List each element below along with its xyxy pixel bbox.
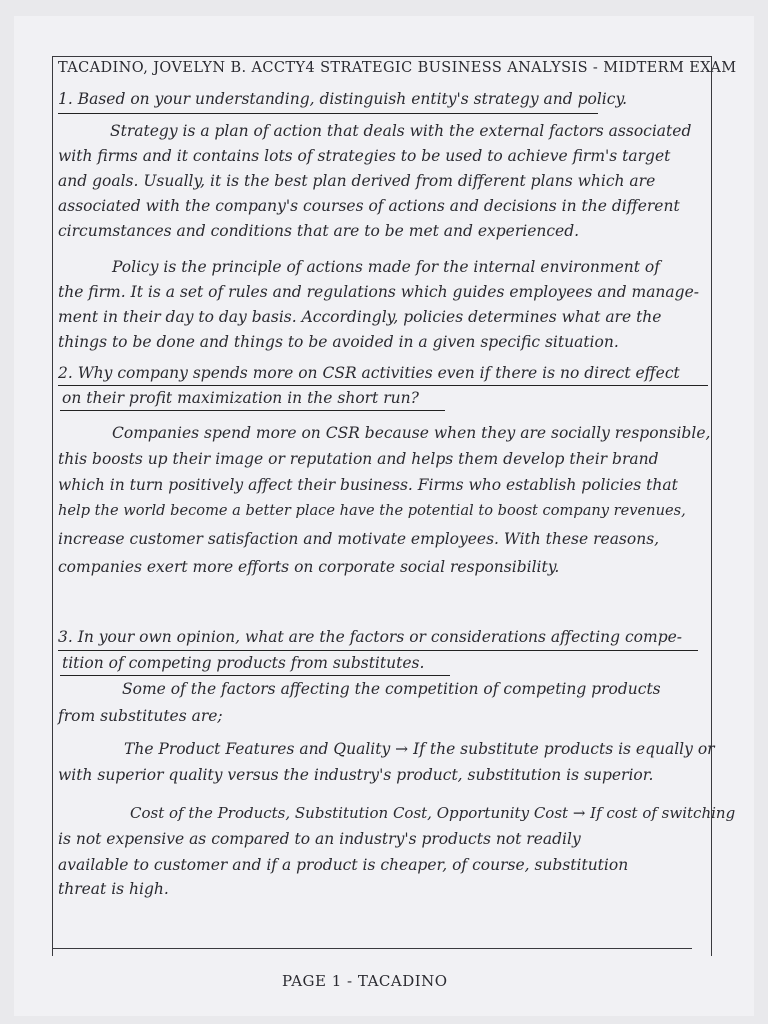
question-2-underline [58,385,708,386]
question-2-underline [60,410,445,411]
q2-para-line: which in turn positively affect their business. Firms who establish policies that [58,476,678,494]
q2-para-line: Companies spend more on CSR because when they are socially responsible, [112,424,711,442]
q2-para-line: companies exert more efforts on corporate social responsibility. [58,558,560,576]
q1-para1-line: and goals. Usually, it is the best plan derived from different plans which are [58,172,656,190]
q1-para1-line: circumstances and conditions that are to be met and experienced. [58,222,580,240]
exam-header: TACADINO, JOVELYN B. ACCTY4 STRATEGIC BUSINESS ANALYSIS - MIDTERM EXAM [58,60,737,76]
bottom-divider [52,948,692,949]
question-3-line: tition of competing products from substitutes. [62,654,425,672]
question-3-line: 3. In your own opinion, what are the factors or considerations affecting compe- [58,628,683,646]
q3-intro-line: from substitutes are; [58,707,223,725]
q1-para2-line: things to be done and things to be avoided in a given specific situation. [58,333,619,351]
question-1: 1. Based on your understanding, distinguish entity's strategy and policy. [58,90,628,108]
q3-factor2-line: threat is high. [58,880,169,898]
question-3-underline [58,650,698,651]
q1-para1-line: Strategy is a plan of action that deals with the external factors associated [110,122,692,140]
q1-para1-line: associated with the company's courses of actions and decisions in the different [58,197,680,215]
q3-intro-line: Some of the factors affecting the competition of competing products [122,680,661,698]
q3-factor2-line: Cost of the Products, Substitution Cost, Opportunity Cost → If cost of switching [130,804,736,822]
q1-para2-line: the firm. It is a set of rules and regulations which guides employees and manage- [58,283,699,301]
page-footer: PAGE 1 - TACADINO [282,972,448,990]
question-1-underline [58,113,598,114]
q2-para-line: help the world become a better place have the potential to boost company revenues, [58,502,686,519]
q1-para2-line: ment in their day to day basis. Accordingly, policies determines what are the [58,308,662,326]
q3-factor2-line: is not expensive as compared to an industry's products not readily [58,830,581,848]
question-2-line: on their profit maximization in the short run? [62,389,419,407]
q1-para2-line: Policy is the principle of actions made for the internal environment of [112,258,660,276]
q2-para-line: increase customer satisfaction and motivate employees. With these reasons, [58,530,660,548]
q3-factor1-line: with superior quality versus the industry's product, substitution is superior. [58,766,654,784]
q1-para1-line: with firms and it contains lots of strategies to be used to achieve firm's target [58,147,671,165]
q3-factor2-line: available to customer and if a product is cheaper, of course, substitution [58,856,629,874]
question-2-line: 2. Why company spends more on CSR activities even if there is no direct effect [58,364,680,382]
question-3-underline [60,675,450,676]
q2-para-line: this boosts up their image or reputation and helps them develop their brand [58,450,659,468]
q3-factor1-line: The Product Features and Quality → If the substitute products is equally or [124,740,715,758]
